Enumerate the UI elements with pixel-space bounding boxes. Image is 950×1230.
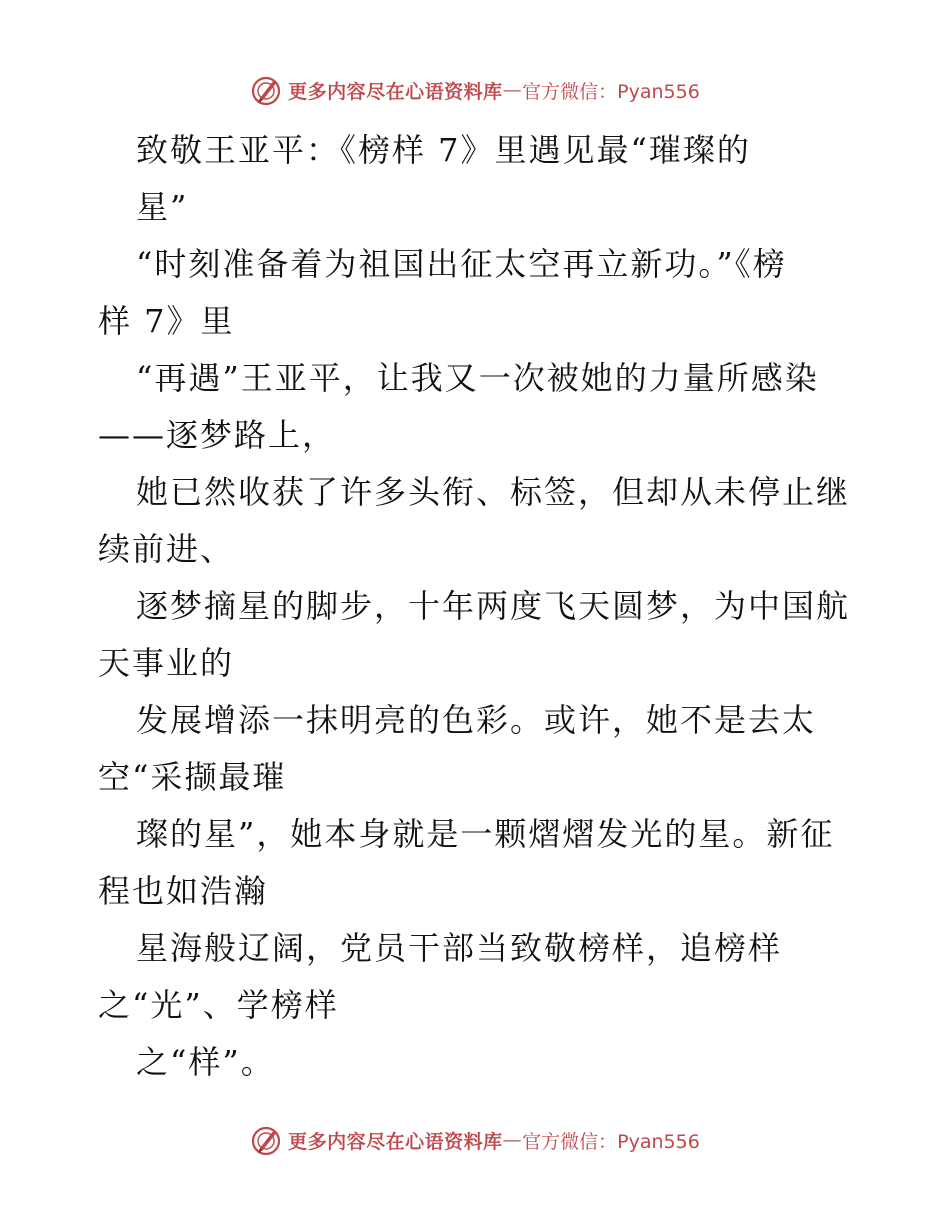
text-line: 发展增添一抹明亮的色彩。或许，她不是去太 xyxy=(136,701,817,739)
text-line: 空“采撷最璀 xyxy=(98,758,287,796)
text-line: 星海般辽阔，党员干部当致敬榜样，追榜样 xyxy=(136,929,783,967)
watermark-wechat-text: 官方微信：Pyan556 xyxy=(522,1130,700,1153)
watermark-separator: — xyxy=(502,1129,523,1151)
text-line: 续前进、 xyxy=(98,530,235,568)
text-line: 之“样”。 xyxy=(136,1043,275,1081)
text-line: 天事业的 xyxy=(98,644,235,682)
text-line: 程也如浩瀚 xyxy=(98,872,269,910)
text-line: 致敬王亚平：《榜样 7》里遇见最“璀璨的 xyxy=(136,131,751,169)
text-line: 璨的星”，她本身就是一颗熠熠发光的星。新征 xyxy=(136,815,835,853)
text-line: “再遇”王亚平，让我又一次被她的力量所感染 xyxy=(136,359,819,397)
text-line: 样 7》里 xyxy=(98,302,235,340)
quill-pen-logo-icon xyxy=(250,1124,282,1156)
watermark-site-text: 更多内容尽在心语资料库 xyxy=(288,1130,503,1153)
footer-watermark xyxy=(0,1120,950,1160)
text-line: 星” xyxy=(136,188,189,226)
watermark-separator: — xyxy=(502,79,523,101)
text-line: 逐梦摘星的脚步，十年两度飞天圆梦，为中国航 xyxy=(136,587,851,625)
text-line: 她已然收获了许多头衔、标签，但却从未停止继 xyxy=(136,473,851,511)
text-line: “时刻准备着为祖国出征太空再立新功。”《榜 xyxy=(136,245,787,283)
text-line: 之“光”、学榜样 xyxy=(98,986,339,1024)
watermark-site-text: 更多内容尽在心语资料库 xyxy=(288,80,503,103)
watermark-wechat-text: 官方微信：Pyan556 xyxy=(522,80,700,103)
text-line: ——逐梦路上， xyxy=(98,416,337,454)
